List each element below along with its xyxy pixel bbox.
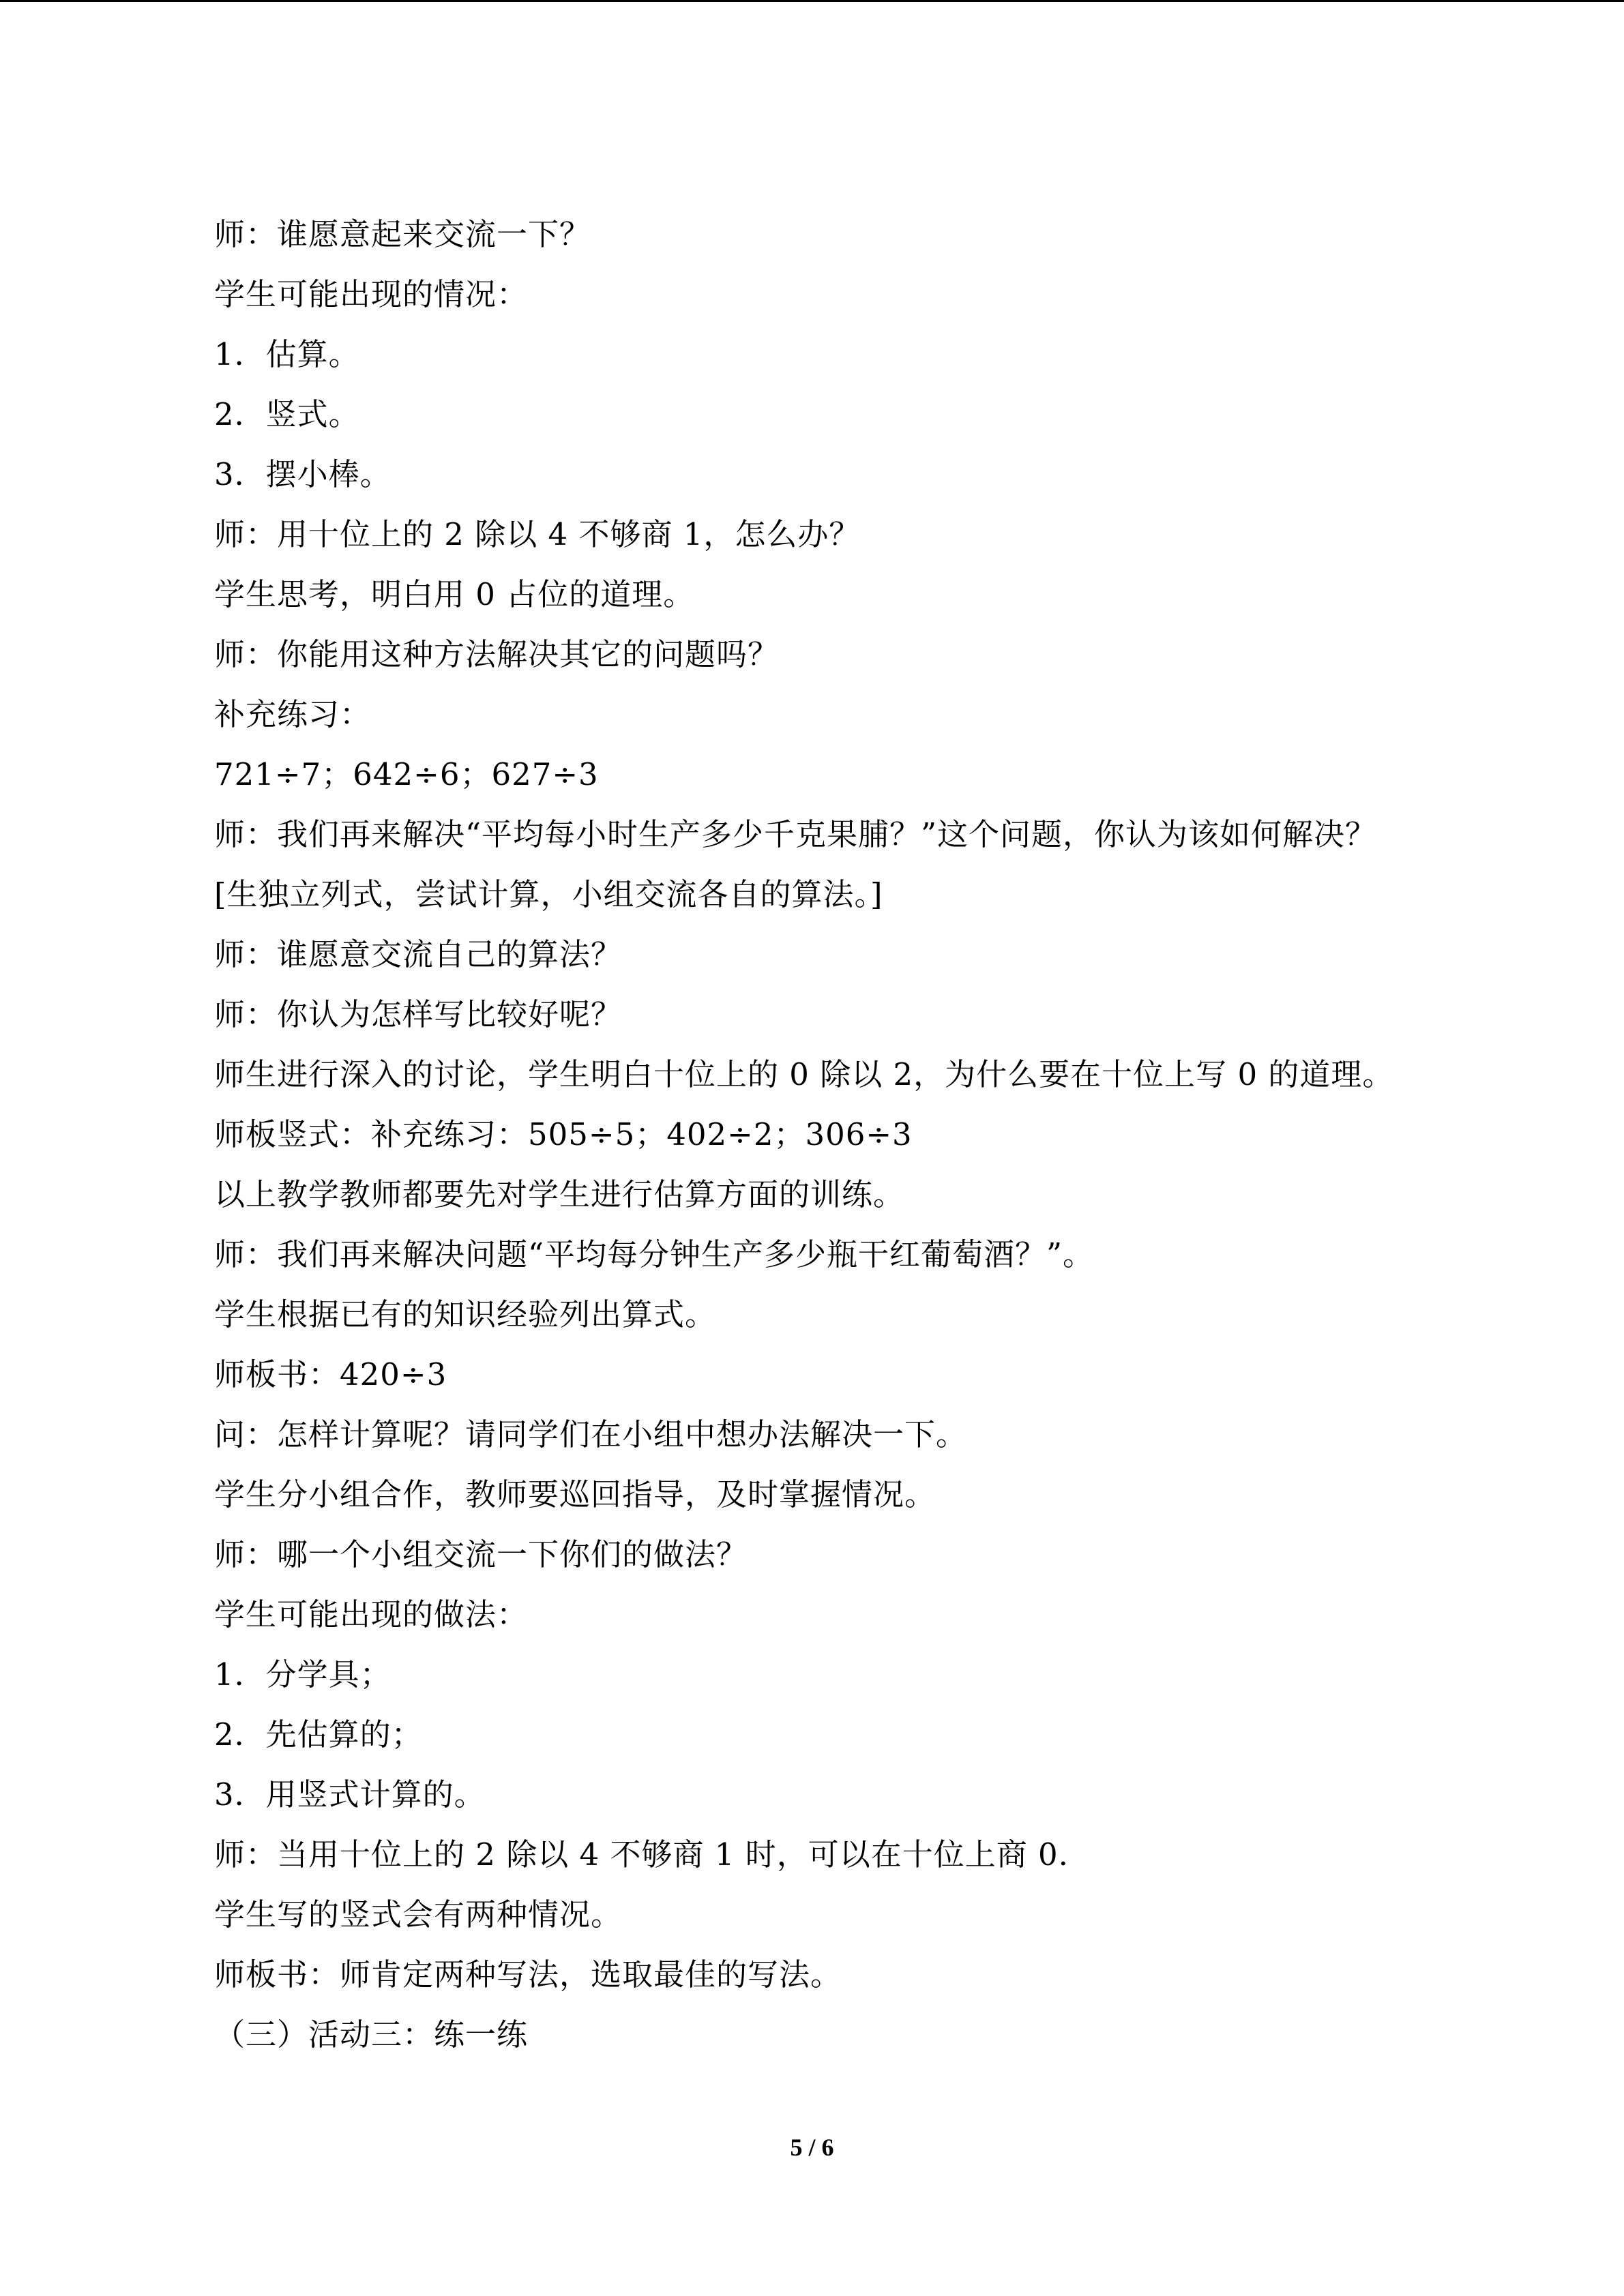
paragraph-22: 学生分小组合作，教师要巡回指导，及时掌握情况。 (214, 1476, 936, 1512)
paragraph-11: 师：我们再来解决“平均每小时生产多少千克果脯？”这个问题，你认为该如何解决？ (214, 816, 1377, 852)
paragraph-23: 师：哪一个小组交流一下你们的做法？ (214, 1536, 748, 1572)
paragraph-2: 学生可能出现的情况： (214, 276, 529, 312)
paragraph-7: 学生思考，明白用 0 占位的道理。 (214, 576, 695, 612)
paragraph-25: 1．分学具； (214, 1656, 392, 1693)
paragraph-28: 师：当用十位上的 2 除以 4 不够商 1 时，可以在十位上商 0. (214, 1836, 1069, 1873)
paragraph-8: 师：你能用这种方法解决其它的问题吗？ (214, 636, 780, 672)
paragraph-27: 3．用竖式计算的。 (214, 1776, 486, 1813)
document-body (214, 205, 1510, 2065)
paragraph-4: 2．竖式。 (214, 396, 360, 432)
paragraph-15: 师生进行深入的讨论，学生明白十位上的 0 除以 2，为什么要在十位上写 0 的道理。 (214, 1056, 1394, 1092)
paragraph-29: 学生写的竖式会有两种情况。 (214, 1896, 623, 1933)
paragraph-14: 师：你认为怎样写比较好呢？ (214, 996, 623, 1032)
paragraph-17: 以上教学教师都要先对学生进行估算方面的训练。 (214, 1176, 905, 1212)
paragraph-9: 补充练习： (214, 696, 372, 732)
paragraph-21: 问：怎样计算呢？请同学们在小组中想办法解决一下。 (214, 1416, 968, 1452)
paragraph-26: 2．先估算的； (214, 1716, 423, 1753)
paragraph-19: 学生根据已有的知识经验列出算式。 (214, 1296, 717, 1332)
paragraph-3: 1．估算。 (214, 336, 360, 372)
paragraph-24: 学生可能出现的做法： (214, 1596, 529, 1632)
paragraph-5: 3．摆小棒。 (214, 456, 392, 492)
paragraph-20: 师板书：420÷3 (214, 1356, 447, 1392)
paragraph-12: [生独立列式，尝试计算，小组交流各自的算法。] (214, 876, 883, 912)
paragraph-16: 师板竖式：补充练习：505÷5；402÷2；306÷3 (214, 1116, 913, 1152)
paragraph-30: 师板书：师肯定两种写法，选取最佳的写法。 (214, 1956, 842, 1993)
paragraph-10: 721÷7；642÷6；627÷3 (214, 756, 599, 792)
paragraph-13: 师：谁愿意交流自己的算法？ (214, 936, 623, 972)
page-number: 5 / 6 (790, 2134, 834, 2161)
paragraph-6: 师：用十位上的 2 除以 4 不够商 1，怎么办？ (214, 516, 861, 552)
paragraph-1: 师：谁愿意起来交流一下？ (214, 216, 591, 252)
top-border-line (0, 0, 1624, 2)
paragraph-18: 师：我们再来解决问题“平均每分钟生产多少瓶干红葡萄酒？”。 (214, 1236, 1095, 1272)
section-heading: （三）活动三：练一练 (214, 2016, 529, 2053)
